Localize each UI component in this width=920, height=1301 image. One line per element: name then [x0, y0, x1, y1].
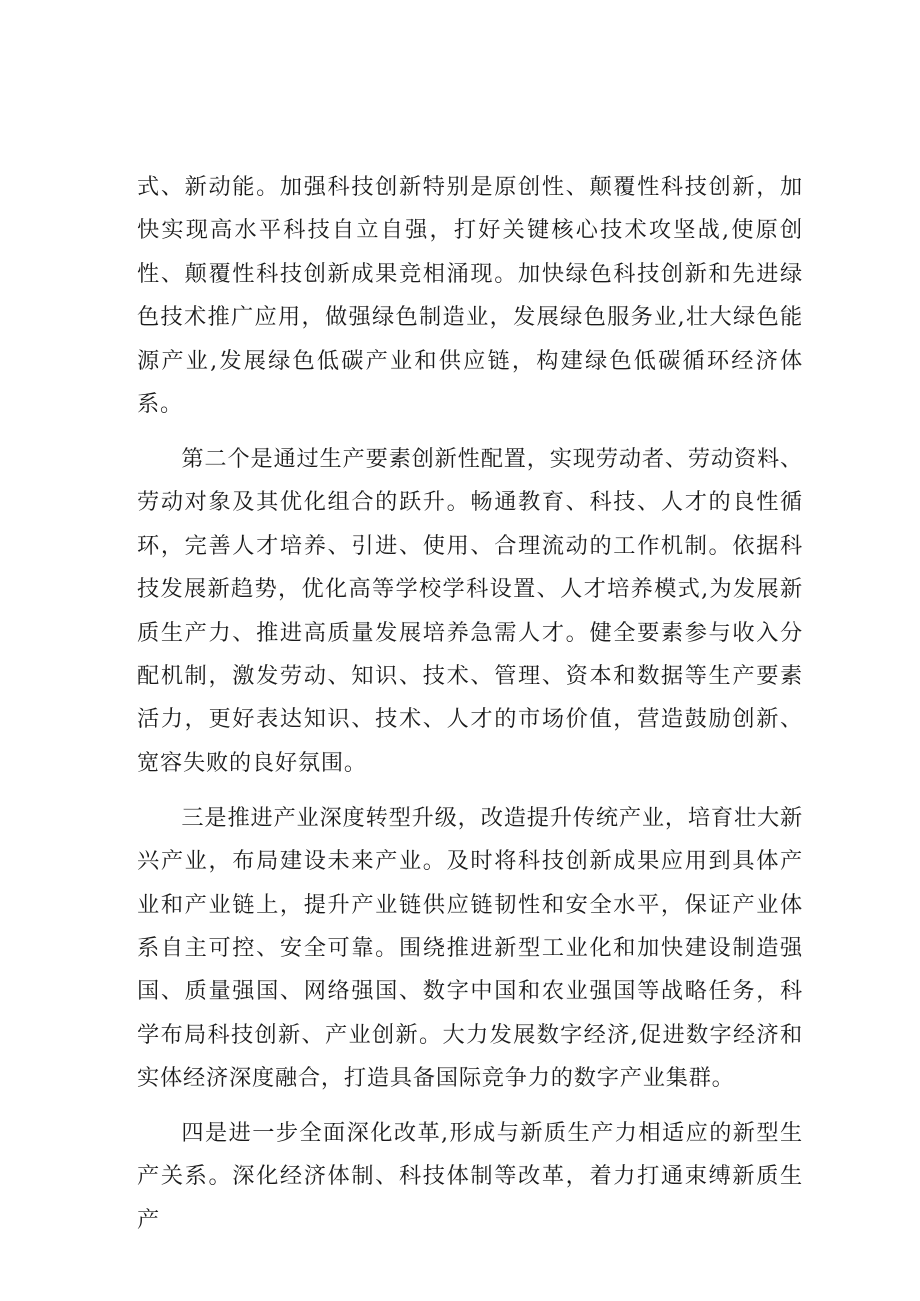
document-body [137, 166, 803, 1254]
paragraph-fourth-point: 四是进一步全面深化改革,形成与新质生产力相适应的新型生产关系。深化经济体制、科技体制等改革，着力打通束缚新质生产 [137, 1120, 803, 1233]
paragraph-continued: 式、新动能。加强科技创新特别是原创性、颠覆性科技创新，加快实现高水平科技自立自强，打好关键核心技术攻坚战,使原创性、颠覆性科技创新成果竞相涌现。加快绿色科技创新和先进绿色技术推广应用，做强绿色制造业，发展绿色服务业,壮大绿色能源产业,发展绿色低碳产业和供应链，构建绿色低碳循环经济体系。 [137, 174, 803, 418]
paragraph-second-point: 第二个是通过生产要素创新性配置，实现劳动者、劳动资料、劳动对象及其优化组合的跃升。畅通教育、科技、人才的良性循环，完善人才培养、引进、使用、合理流动的工作机制。依据科技发展新趋势，优化高等学校学科设置、人才培养模式,为发展新质生产力、推进高质量发展培养急需人才。健全要素参与收入分配机制，激发劳动、知识、技术、管理、资本和数据等生产要素活力，更好表达知识、技术、人才的市场价值，营造鼓励创新、宽容失败的良好氛围。 [137, 445, 803, 776]
paragraph-third-point: 三是推进产业深度转型升级，改造提升传统产业，培育壮大新兴产业，布局建设未来产业。及时将科技创新成果应用到具体产业和产业链上，提升产业链供应链韧性和安全水平，保证产业体系自主可控、安全可靠。围绕推进新型工业化和加快建设制造强国、质量强国、网络强国、数字中国和农业强国等战略任务，科学布局科技创新、产业创新。大力发展数字经济,促进数字经济和实体经济深度融合，打造具备国际竞争力的数字产业集群。 [137, 804, 803, 1092]
